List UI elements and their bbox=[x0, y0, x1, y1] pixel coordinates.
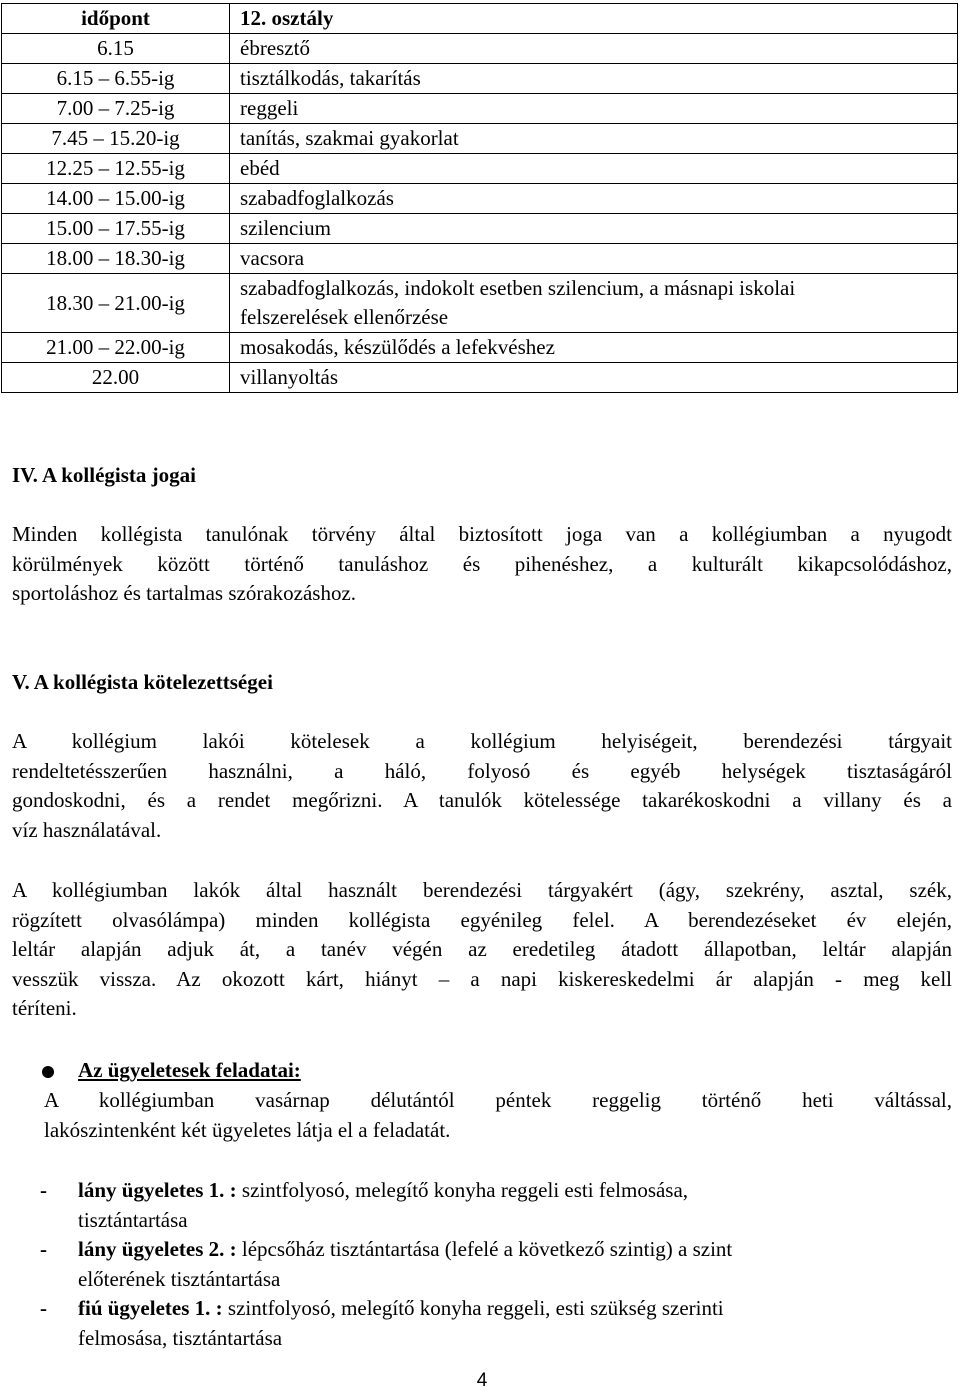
activity-line: szabadfoglalkozás, indokolt esetben szilencium, a másnapi iskolai bbox=[240, 276, 796, 300]
time-cell: 6.15 bbox=[2, 34, 230, 64]
paragraph-line: lakószintenként két ügyeletes látja el a feladatát. bbox=[44, 1117, 451, 1142]
table-row bbox=[2, 363, 958, 393]
duty-item bbox=[40, 1294, 940, 1354]
activity-cell: ébresztő bbox=[230, 34, 958, 64]
table-row bbox=[2, 214, 958, 244]
table-row bbox=[2, 333, 958, 363]
activity-cell: mosakodás, készülődés a lefekvéshez bbox=[230, 333, 958, 363]
duty-desc: szintfolyosó, melegítő konyha reggeli, esti szükség szerinti bbox=[222, 1296, 724, 1320]
header-class: 12. osztály bbox=[230, 4, 958, 34]
duty-desc-cont: előterének tisztántartása bbox=[78, 1266, 281, 1291]
duty-title: lány ügyeletes 2. : bbox=[78, 1237, 237, 1261]
time-cell: 15.00 – 17.55-ig bbox=[2, 214, 230, 244]
table-row bbox=[2, 244, 958, 274]
table-row bbox=[2, 94, 958, 124]
duty-title: lány ügyeletes 1. : bbox=[78, 1178, 237, 1202]
paragraph-line: Minden kollégista tanulónak törvény által biztosított joga van a kollégiumban a nyugodt bbox=[12, 522, 952, 546]
section-heading-duties: V. A kollégista kötelezettségei bbox=[12, 670, 273, 694]
activity-cell bbox=[230, 274, 958, 333]
duty-item bbox=[40, 1235, 940, 1295]
schedule-header-row bbox=[2, 4, 958, 34]
dash-marker: - bbox=[40, 1237, 47, 1261]
time-cell: 14.00 – 15.00-ig bbox=[2, 184, 230, 214]
time-cell: 7.45 – 15.20-ig bbox=[2, 124, 230, 154]
activity-cell: ebéd bbox=[230, 154, 958, 184]
time-cell: 6.15 – 6.55-ig bbox=[2, 64, 230, 94]
time-cell: 7.00 – 7.25-ig bbox=[2, 94, 230, 124]
paragraph-line: A kollégiumban lakók által használt berendezési tárgyakért (ágy, szekrény, asztal, szék, bbox=[12, 878, 952, 902]
dash-marker: - bbox=[40, 1296, 47, 1320]
duty-text bbox=[78, 1176, 928, 1235]
page-number: 4 bbox=[476, 1370, 488, 1391]
activity-cell: szabadfoglalkozás bbox=[230, 184, 958, 214]
time-cell: 21.00 – 22.00-ig bbox=[2, 333, 230, 363]
table-row bbox=[2, 184, 958, 214]
duty-heading: Az ügyeletesek feladatai: bbox=[78, 1058, 301, 1082]
duty-title: fiú ügyeletes 1. : bbox=[78, 1296, 223, 1320]
duty-desc-cont: felmosása, tisztántartása bbox=[78, 1325, 283, 1350]
table-row bbox=[2, 64, 958, 94]
paragraph-line: gondoskodni, és a rendet megőrizni. A tanulók kötelessége takarékoskodni a villany és a bbox=[12, 788, 952, 812]
duty-intro bbox=[44, 1086, 952, 1145]
paragraph-line: A kollégiumban vasárnap délutántól péntek reggelig történő heti váltással, bbox=[44, 1088, 952, 1112]
section-heading-rights: IV. A kollégista jogai bbox=[12, 463, 196, 487]
activity-cell: vacsora bbox=[230, 244, 958, 274]
table-row bbox=[2, 124, 958, 154]
activity-cell: tanítás, szakmai gyakorlat bbox=[230, 124, 958, 154]
time-cell: 18.30 – 21.00-ig bbox=[2, 274, 230, 333]
activity-cell: tisztálkodás, takarítás bbox=[230, 64, 958, 94]
paragraph-line: körülmények között történő tanuláshoz és pihenéshez, a kulturált kikapcsolódáshoz, bbox=[12, 551, 952, 576]
schedule-table bbox=[1, 3, 958, 393]
duties-paragraph-2 bbox=[12, 876, 952, 1024]
duty-text bbox=[78, 1235, 928, 1294]
duty-desc-cont: tisztántartása bbox=[78, 1207, 188, 1232]
dash-marker: - bbox=[40, 1178, 47, 1202]
paragraph-line: vesszük vissza. Az okozott kárt, hiányt – a napi kiskereskedelmi ár alapján - meg kell bbox=[12, 966, 952, 991]
duties-paragraph-1 bbox=[12, 727, 952, 845]
table-row bbox=[2, 34, 958, 64]
paragraph-line: A kollégium lakói kötelesek a kollégium helyiségeit, berendezési tárgyait bbox=[12, 729, 952, 753]
duty-desc: lépcsőház tisztántartása (lefelé a következő szintig) a szint bbox=[236, 1237, 733, 1261]
header-time: időpont bbox=[2, 4, 230, 34]
time-cell: 12.25 – 12.55-ig bbox=[2, 154, 230, 184]
paragraph-line: sportoláshoz és tartalmas szórakozáshoz. bbox=[12, 581, 357, 605]
duty-desc: szintfolyosó, melegítő konyha reggeli esti felmosása, bbox=[236, 1178, 689, 1202]
activity-cell: szilencium bbox=[230, 214, 958, 244]
time-cell: 18.00 – 18.30-ig bbox=[2, 244, 230, 274]
paragraph-line: leltár alapján adjuk át, a tanév végén az eredetileg átadott állapotban, leltár alapján bbox=[12, 937, 952, 961]
paragraph-line: téríteni. bbox=[12, 996, 77, 1020]
duty-bullet bbox=[40, 1056, 952, 1086]
time-cell: 22.00 bbox=[2, 363, 230, 393]
paragraph-line: rögzített olvasólámpa) minden kollégista egyénileg felel. A berendezéseket év elején, bbox=[12, 907, 952, 932]
activity-line: felszerelések ellenőrzése bbox=[240, 305, 449, 329]
rights-paragraph bbox=[12, 520, 952, 609]
table-row bbox=[2, 154, 958, 184]
bullet-icon bbox=[42, 1066, 54, 1078]
paragraph-line: rendeltetésszerűen használni, a háló, folyosó és egyéb helységek tisztaságáról bbox=[12, 758, 952, 783]
activity-cell: villanyoltás bbox=[230, 363, 958, 393]
table-row bbox=[2, 274, 958, 333]
activity-cell: reggeli bbox=[230, 94, 958, 124]
paragraph-line: víz használatával. bbox=[12, 817, 162, 842]
duty-text bbox=[78, 1294, 928, 1353]
duty-item bbox=[40, 1176, 940, 1236]
